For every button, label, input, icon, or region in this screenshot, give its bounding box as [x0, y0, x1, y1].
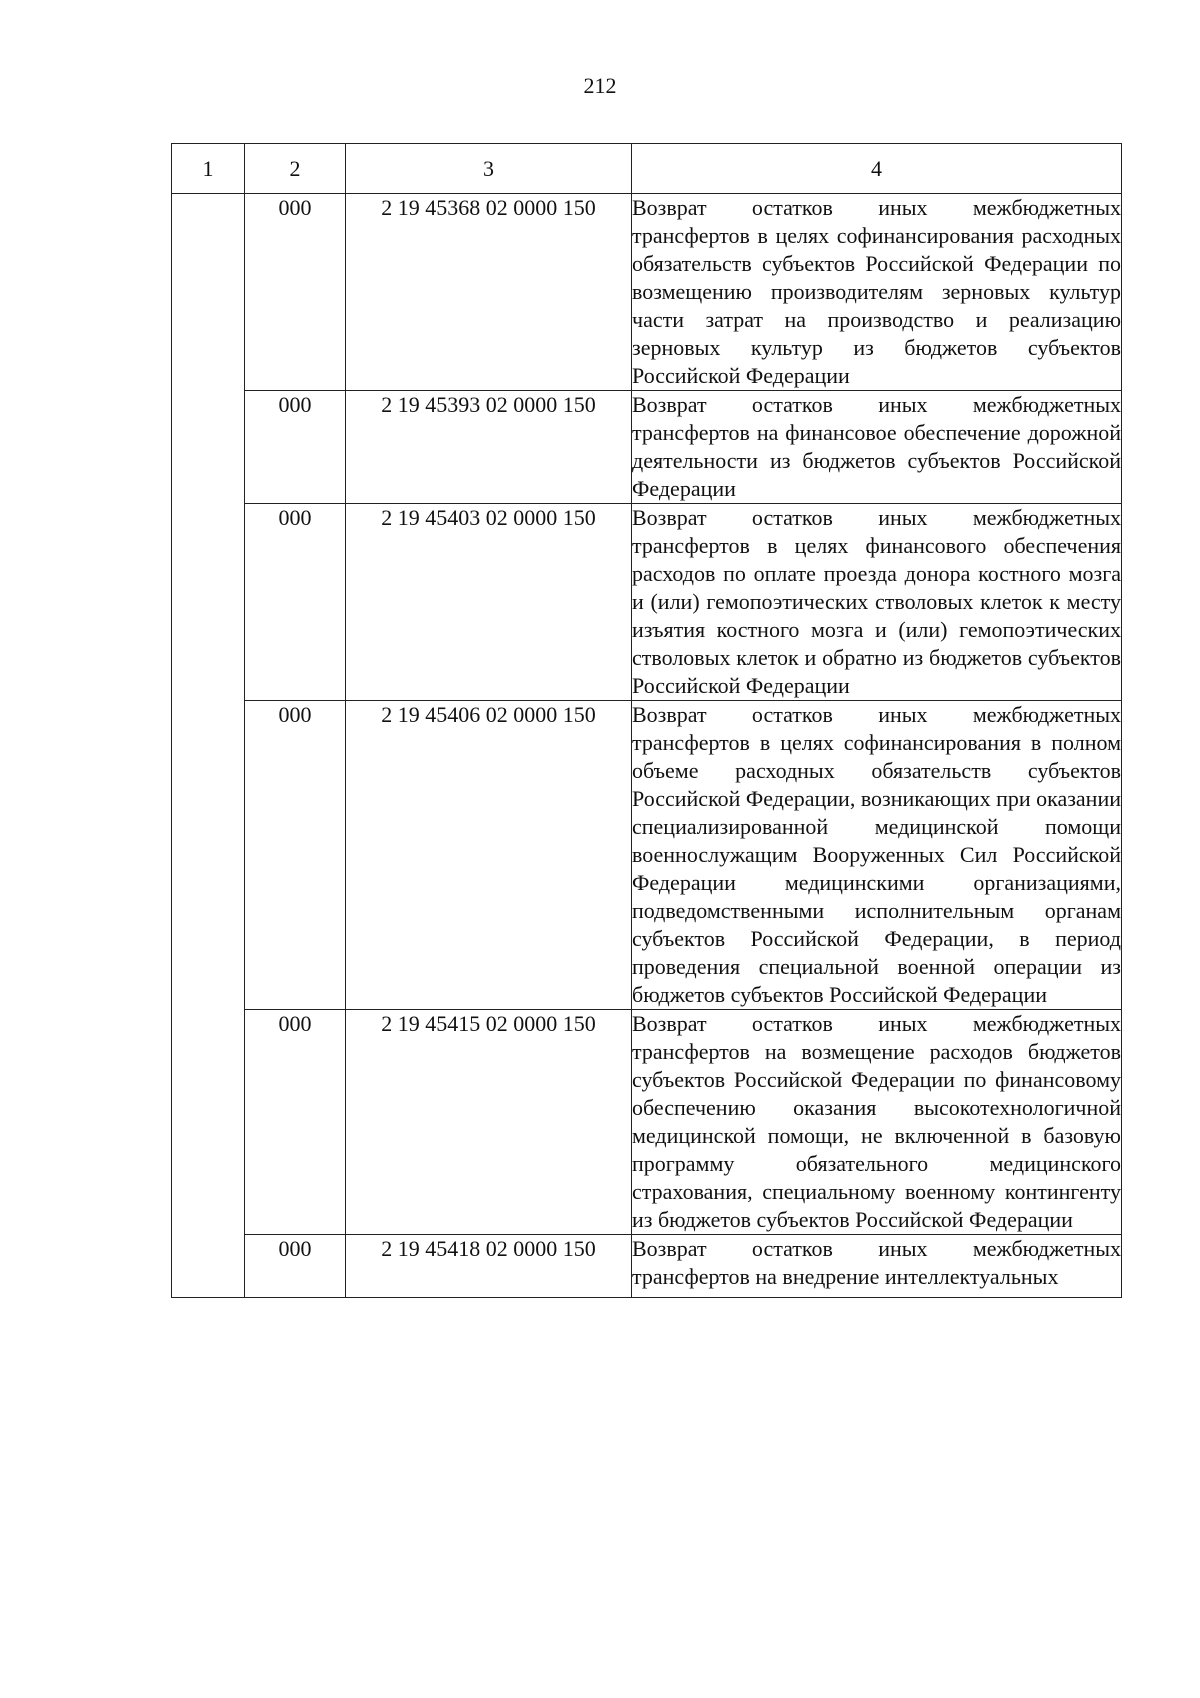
row-description-text: Возврат остатков иных межбюджетных трансфертов в целях софинансирования в полном объеме расходных обязательств субъектов Российской Федерации, возникающих при оказании специализированной медицинской помощи военнослужащим Вооруженных Сил Российской Федерации медицинскими организациями, подведомственными исполнительным органам субъектов Российской Федерации, в период проведения специальной военной операции из бюджетов субъектов Российской Федерации [632, 702, 1122, 1007]
table-row [172, 1010, 1122, 1235]
row-admin-code: 000 [245, 1010, 346, 1235]
row-description-text: Возврат остатков иных межбюджетных трансфертов на возмещение расходов бюджетов субъектов Российской Федерации по финансовому обеспечению оказания высокотехнологичной медицинской помощи, не включенной в базовую программу обязательного медицинского страхования, специальному военному контингенту из бюджетов субъектов Российской Федерации [632, 1011, 1121, 1232]
table-row [172, 1235, 1122, 1298]
row-budget-code: 2 19 45393 02 0000 150 [346, 391, 632, 504]
table-body [172, 194, 1122, 1298]
row-budget-code: 2 19 45415 02 0000 150 [346, 1010, 632, 1235]
table-row [172, 701, 1122, 1010]
page-number: 212 [583, 73, 617, 98]
column-1-merged-cell [172, 194, 245, 1298]
row-description [632, 504, 1122, 701]
budget-codes-table [171, 143, 1122, 1298]
row-description-text: Возврат остатков иных межбюджетных трансфертов в целях финансового обеспечения расходов по оплате проезда донора костного мозга и (или) гемопоэтических стволовых клеток к месту изъятия костного мозга и (или) гемопоэтических стволовых клеток и обратно из бюджетов субъектов Российской Федерации [632, 505, 1121, 698]
row-budget-code: 2 19 45406 02 0000 150 [346, 701, 632, 1010]
row-description-text: Возврат остатков иных межбюджетных трансфертов в целях софинансирования расходных обязательств субъектов Российской Федерации по возмещению производителям зерновых культур части затрат на производство и реализацию зерновых культур из бюджетов субъектов Российской Федерации [632, 195, 1121, 388]
row-admin-code: 000 [245, 194, 346, 391]
header-col-1: 1 [172, 144, 245, 194]
row-admin-code: 000 [245, 1235, 346, 1298]
row-description [632, 391, 1122, 504]
table-row [172, 504, 1122, 701]
row-budget-code: 2 19 45418 02 0000 150 [346, 1235, 632, 1298]
row-budget-code: 2 19 45403 02 0000 150 [346, 504, 632, 701]
row-description-text: Возврат остатков иных межбюджетных трансфертов на внедрение интеллектуальных [632, 1236, 1121, 1289]
row-admin-code: 000 [245, 701, 346, 1010]
table-header [172, 144, 1122, 194]
row-description [632, 1010, 1122, 1235]
row-admin-code: 000 [245, 391, 346, 504]
row-budget-code: 2 19 45368 02 0000 150 [346, 194, 632, 391]
header-col-2: 2 [245, 144, 346, 194]
header-row [172, 144, 1122, 194]
row-admin-code: 000 [245, 504, 346, 701]
row-description [632, 194, 1122, 391]
table-row [172, 194, 1122, 391]
row-description-text: Возврат остатков иных межбюджетных трансфертов на финансовое обеспечение дорожной деятельности из бюджетов субъектов Российской Федерации [632, 392, 1121, 501]
table-row [172, 391, 1122, 504]
header-col-3: 3 [346, 144, 632, 194]
header-col-4: 4 [632, 144, 1122, 194]
row-description [632, 701, 1122, 1010]
row-description [632, 1235, 1122, 1298]
